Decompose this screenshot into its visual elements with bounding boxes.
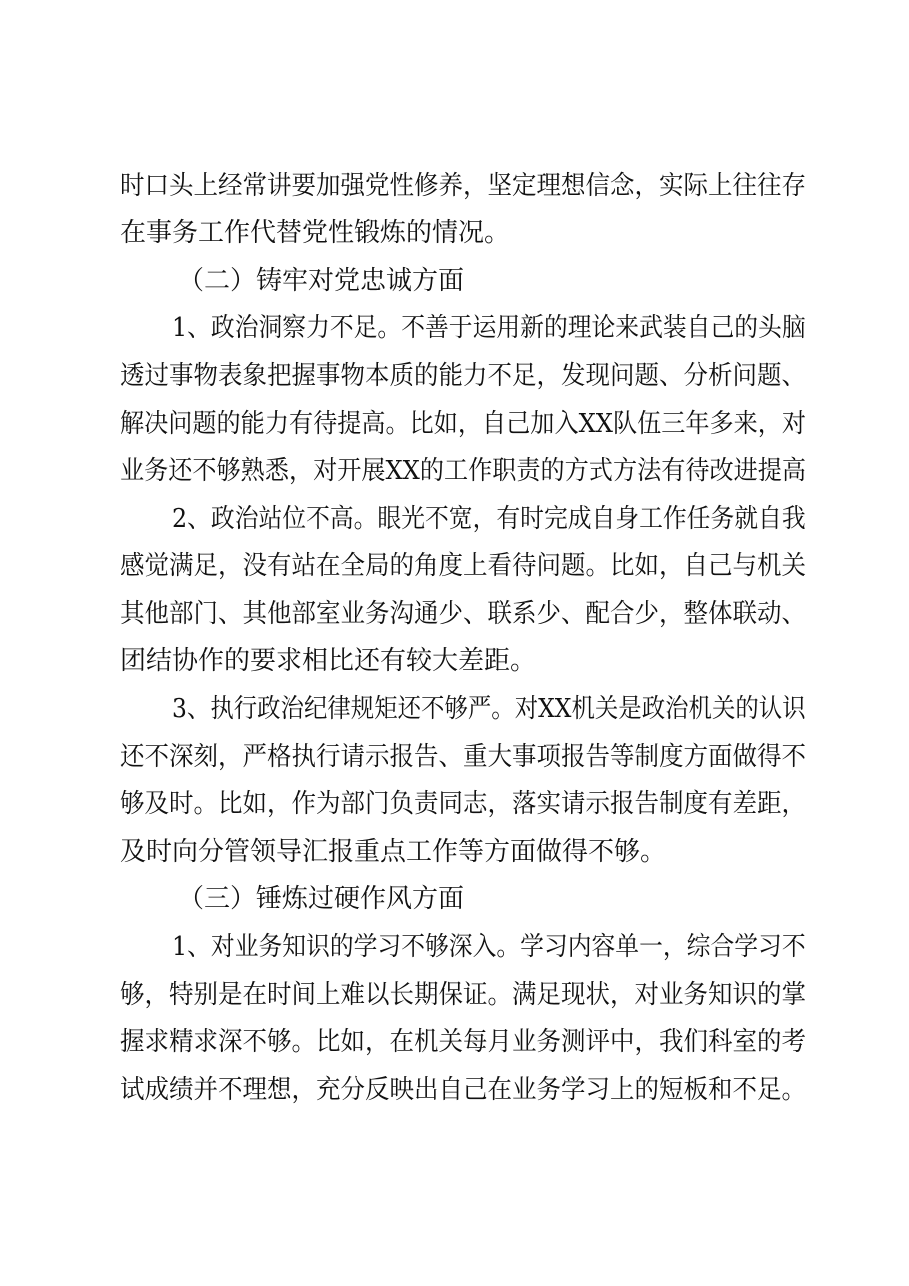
section-heading: （三）锤炼过硬作风方面 xyxy=(178,884,465,914)
paragraph-line: 解决问题的能力有待提高。比如，自己加入XX队伍三年多来，对 xyxy=(120,409,807,439)
paragraph-line: 业务还不够熟悉，对开展XX的工作职责的方式方法有待改进提高 xyxy=(120,456,807,486)
paragraph-line: 够，特别是在时间上难以长期保证。满足现状，对业务知识的掌 xyxy=(120,980,807,1010)
paragraph-line: 团结协作的要求相比还有较大差距。 xyxy=(120,646,537,676)
paragraph-line: 时口头上经常讲要加强党性修养，坚定理想信念，实际上往往存 xyxy=(120,171,807,201)
paragraph-line: 感觉满足，没有站在全局的角度上看待问题。比如，自己与机关 xyxy=(120,551,807,581)
paragraph-line: 2、政治站位不高。眼光不宽，有时完成自身工作任务就自我 xyxy=(172,504,806,534)
paragraph-line: 其他部门、其他部室业务沟通少、联系少、配合少，整体联动、 xyxy=(120,599,807,629)
paragraph-line: 还不深刻，严格执行请示报告、重大事项报告等制度方面做得不 xyxy=(120,742,807,772)
paragraph-line: 够及时。比如，作为部门负责同志，落实请示报告制度有差距， xyxy=(120,789,807,819)
paragraph-line: 握求精求深不够。比如，在机关每月业务测评中，我们科室的考 xyxy=(120,1027,807,1057)
paragraph-line: 在事务工作代替党性锻炼的情况。 xyxy=(120,218,511,248)
paragraph-line: 1、对业务知识的学习不够深入。学习内容单一，综合学习不 xyxy=(172,932,806,962)
paragraph-line: 及时向分管领导汇报重点工作等方面做得不够。 xyxy=(120,837,667,867)
paragraph-line: 1、政治洞察力不足。不善于运用新的理论来武装自己的头脑 xyxy=(172,313,806,343)
section-heading: （二）铸牢对党忠诚方面 xyxy=(178,266,465,296)
paragraph-line: 3、执行政治纪律规矩还不够严。对XX机关是政治机关的认识 xyxy=(172,694,806,724)
paragraph-line: 试成绩并不理想，充分反映出自己在业务学习上的短板和不足。 xyxy=(120,1075,807,1105)
paragraph-line: 透过事物表象把握事物本质的能力不足，发现问题、分析问题、 xyxy=(120,361,807,391)
